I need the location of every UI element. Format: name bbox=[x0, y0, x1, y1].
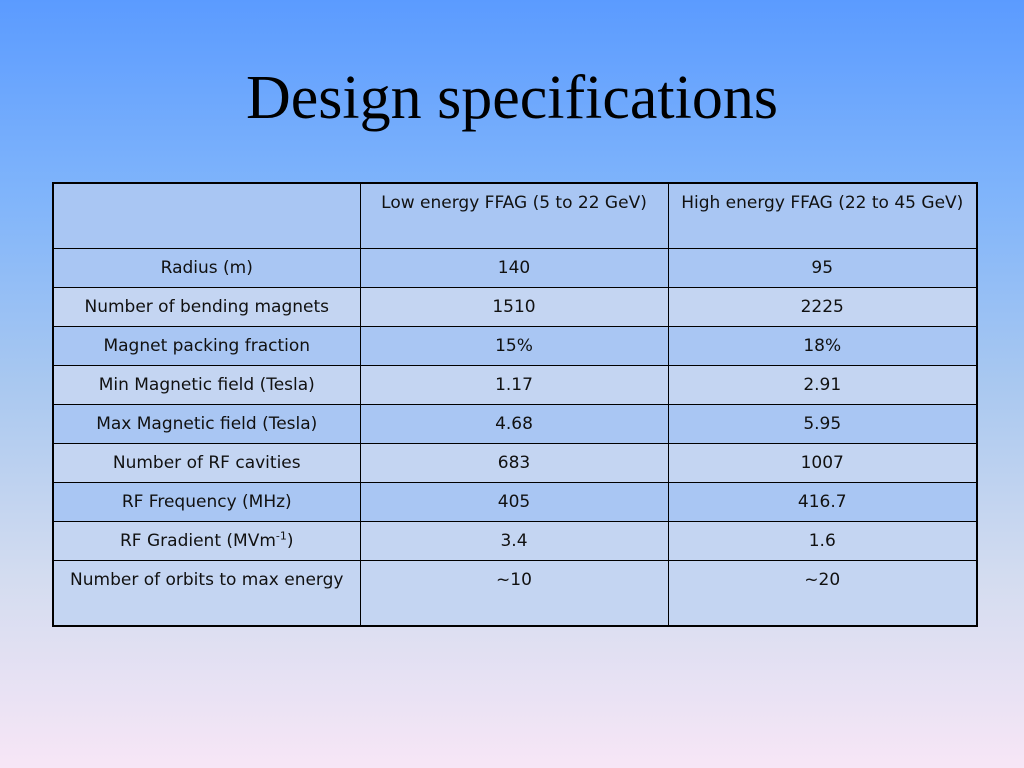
high-energy-value: 18% bbox=[668, 327, 977, 366]
low-energy-value: 1510 bbox=[360, 288, 668, 327]
table-row bbox=[53, 405, 977, 444]
table-row bbox=[53, 327, 977, 366]
high-energy-value: 2225 bbox=[668, 288, 977, 327]
row-label-main: RF Gradient (MVm bbox=[120, 531, 276, 551]
table-row bbox=[53, 483, 977, 522]
low-energy-value: 140 bbox=[360, 249, 668, 288]
table-row bbox=[53, 522, 977, 561]
low-energy-value: 1.17 bbox=[360, 366, 668, 405]
low-energy-value: 4.68 bbox=[360, 405, 668, 444]
header-cell-empty bbox=[53, 183, 360, 249]
specifications-table bbox=[52, 182, 978, 627]
low-energy-value: 405 bbox=[360, 483, 668, 522]
row-label: Number of RF cavities bbox=[53, 444, 360, 483]
high-energy-value: ~20 bbox=[668, 561, 977, 627]
high-energy-value: 1.6 bbox=[668, 522, 977, 561]
row-label: Radius (m) bbox=[53, 249, 360, 288]
table-row bbox=[53, 561, 977, 627]
row-label: Number of orbits to max energy bbox=[53, 561, 360, 627]
table-row bbox=[53, 288, 977, 327]
table-row bbox=[53, 249, 977, 288]
table-row bbox=[53, 366, 977, 405]
row-label: Magnet packing fraction bbox=[53, 327, 360, 366]
low-energy-value: 15% bbox=[360, 327, 668, 366]
high-energy-value: 416.7 bbox=[668, 483, 977, 522]
high-energy-value: 5.95 bbox=[668, 405, 977, 444]
low-energy-value: 683 bbox=[360, 444, 668, 483]
row-label-superscript: -1 bbox=[275, 529, 287, 543]
high-energy-value: 1007 bbox=[668, 444, 977, 483]
header-cell-low-energy: Low energy FFAG (5 to 22 GeV) bbox=[360, 183, 668, 249]
row-label: Number of bending magnets bbox=[53, 288, 360, 327]
row-label: RF Frequency (MHz) bbox=[53, 483, 360, 522]
row-label bbox=[53, 522, 360, 561]
high-energy-value: 95 bbox=[668, 249, 977, 288]
low-energy-value: 3.4 bbox=[360, 522, 668, 561]
header-cell-high-energy: High energy FFAG (22 to 45 GeV) bbox=[668, 183, 977, 249]
row-label: Max Magnetic field (Tesla) bbox=[53, 405, 360, 444]
slide-title: Design specifications bbox=[245, 64, 779, 132]
row-label-tail: ) bbox=[286, 531, 294, 551]
table-row bbox=[53, 444, 977, 483]
high-energy-value: 2.91 bbox=[668, 366, 977, 405]
row-label: Min Magnetic field (Tesla) bbox=[53, 366, 360, 405]
table-header-row bbox=[53, 183, 977, 249]
low-energy-value: ~10 bbox=[360, 561, 668, 627]
